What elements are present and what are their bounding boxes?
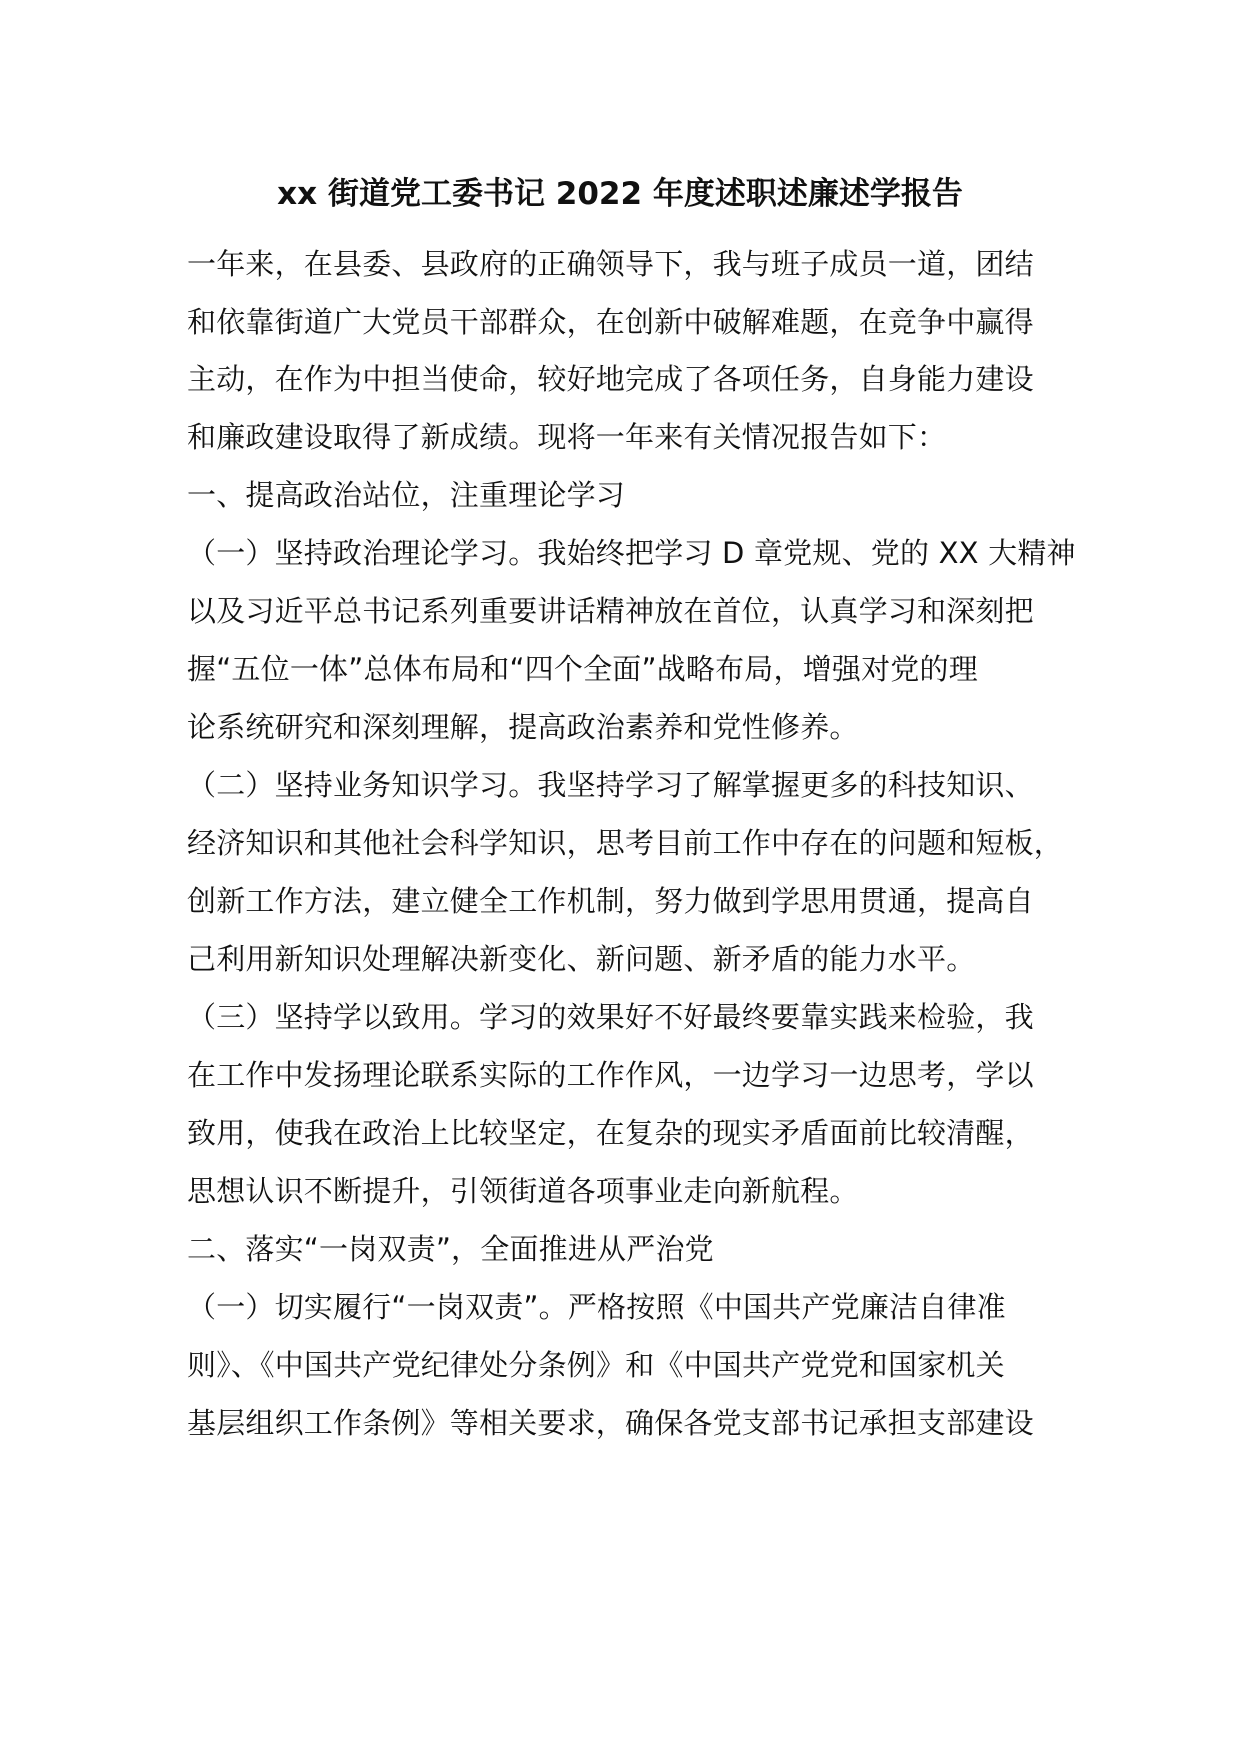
- body-line: 一年来，在县委、县政府的正确领导下，我与班子成员一道，团结: [187, 247, 1034, 281]
- section-heading: 二、落实“一岗双责”，全面推进从严治党: [187, 1232, 714, 1266]
- body-line: 致用，使我在政治上比较坚定，在复杂的现实矛盾面前比较清醒，: [187, 1116, 1034, 1150]
- body-line: （一）坚持政治理论学习。我始终把学习 D 章党规、党的 XX 大精神: [187, 536, 1076, 570]
- body-line: 思想认识不断提升，引领街道各项事业走向新航程。: [187, 1174, 859, 1208]
- body-line: 握“五位一体”总体布局和“四个全面”战略布局，增强对党的理: [187, 652, 978, 686]
- body-line: 和廉政建设取得了新成绩。现将一年来有关情况报告如下：: [187, 420, 947, 454]
- body-line: 经济知识和其他社会科学知识，思考目前工作中存在的问题和短板，: [187, 826, 1064, 860]
- body-line: 论系统研究和深刻理解，提高政治素养和党性修养。: [187, 710, 859, 744]
- body-line: 主动，在作为中担当使命，较好地完成了各项任务，自身能力建设: [187, 362, 1034, 396]
- body-line: 则》、《中国共产党纪律处分条例》和《中国共产党党和国家机关: [187, 1348, 1005, 1382]
- body-line: 以及习近平总书记系列重要讲话精神放在首位，认真学习和深刻把: [187, 594, 1034, 628]
- body-line: 在工作中发扬理论联系实际的工作作风，一边学习一边思考，学以: [187, 1058, 1034, 1092]
- body-line: 己利用新知识处理解决新变化、新问题、新矛盾的能力水平。: [187, 942, 976, 976]
- document-title: xx 街道党工委书记 2022 年度述职述廉述学报告: [277, 176, 963, 212]
- body-line: 和依靠街道广大党员干部群众，在创新中破解难题，在竞争中赢得: [187, 305, 1034, 339]
- body-line: （二）坚持业务知识学习。我坚持学习了解掌握更多的科技知识、: [187, 768, 1034, 802]
- body-line: （三）坚持学以致用。学习的效果好不好最终要靠实践来检验，我: [187, 1000, 1034, 1034]
- section-heading: 一、提高政治站位，注重理论学习: [187, 478, 626, 512]
- body-line: （一）切实履行“一岗双责”。严格按照《中国共产党廉洁自律准: [187, 1290, 1006, 1324]
- body-line: 创新工作方法，建立健全工作机制，努力做到学思用贯通，提高自: [187, 884, 1034, 918]
- body-line: 基层组织工作条例》等相关要求，确保各党支部书记承担支部建设: [187, 1406, 1034, 1440]
